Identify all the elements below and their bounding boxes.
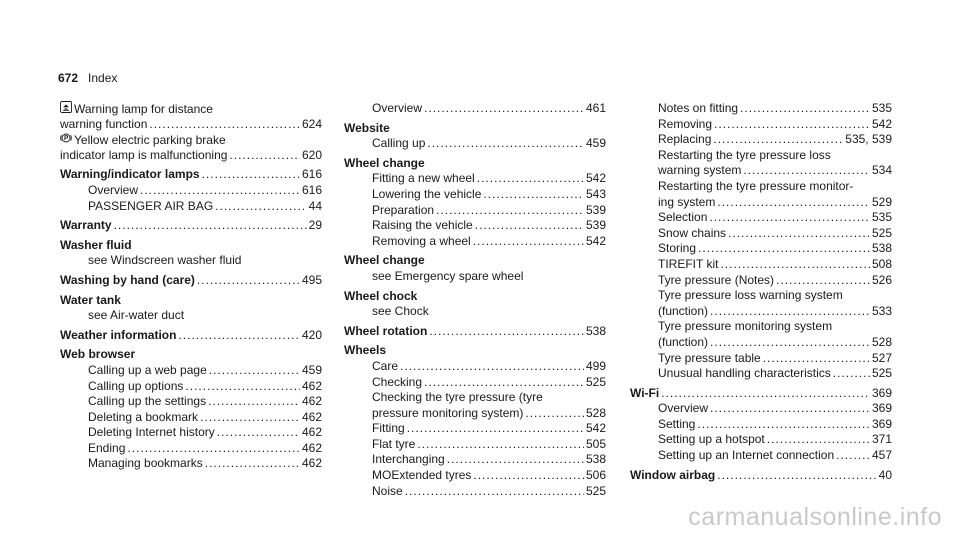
page-ref: 538 <box>871 241 892 256</box>
index-entry <box>344 375 606 391</box>
entry-text: Tyre pressure table <box>658 350 761 365</box>
entry-text: see Air-water duct <box>88 308 185 323</box>
dot-leader <box>407 421 584 437</box>
page-ref: 462 <box>301 378 322 393</box>
dot-leader <box>709 210 870 226</box>
index-entry <box>344 187 606 203</box>
page-ref: 525 <box>871 225 892 240</box>
dot-leader <box>178 328 300 344</box>
page-ref: 495 <box>301 272 322 287</box>
page-ref: 40 <box>878 467 892 482</box>
index-entry <box>60 363 322 379</box>
index-entry <box>344 452 606 468</box>
entry-text: Yellow electric parking brake <box>74 133 226 148</box>
entry-text: Managing bookmarks <box>88 456 203 471</box>
page-ref: 505 <box>585 436 606 451</box>
dot-leader <box>424 375 584 391</box>
dot-leader <box>475 218 584 234</box>
dot-leader <box>836 448 870 464</box>
page-ref: 533 <box>871 303 892 318</box>
page-ref: 462 <box>301 409 322 424</box>
dot-leader <box>429 324 584 340</box>
dot-leader <box>114 218 307 234</box>
index-entry <box>630 101 892 117</box>
dot-leader <box>714 117 870 133</box>
dot-leader <box>229 148 300 164</box>
page-ref: 525 <box>871 366 892 381</box>
page-ref: 616 <box>301 182 322 197</box>
entry-text: Restarting the tyre pressure loss <box>658 147 831 162</box>
dot-leader <box>473 234 584 250</box>
index-entry <box>630 273 892 289</box>
index-heading <box>344 343 606 359</box>
index-entry <box>344 136 606 152</box>
page-ref: 369 <box>871 401 892 416</box>
page-ref: 29 <box>308 218 322 233</box>
page-ref: 542 <box>871 116 892 131</box>
entry-text: Replacing <box>658 132 712 147</box>
dot-leader <box>205 456 300 472</box>
index-column-3 <box>630 101 892 483</box>
dot-leader <box>424 101 584 117</box>
index-entry <box>630 366 892 382</box>
entry-text: Tyre pressure monitoring system <box>658 319 833 334</box>
page-ref: 508 <box>871 256 892 271</box>
entry-text: Calling up options <box>88 378 184 393</box>
dot-leader <box>127 441 300 457</box>
index-entry <box>344 437 606 453</box>
entry-text: Selection <box>658 210 708 225</box>
page-ref: 462 <box>301 440 322 455</box>
entry-text: Removing a wheel <box>372 233 471 248</box>
entry-text: Ending <box>88 440 126 455</box>
entry-text: Raising the vehicle <box>372 218 473 233</box>
entry-text: Notes on fitting <box>658 101 739 115</box>
index-entry <box>630 401 892 417</box>
index-entry <box>60 132 322 148</box>
page-ref: 462 <box>301 456 322 471</box>
index-entry <box>630 195 892 211</box>
index-entry <box>60 456 322 472</box>
entry-text: Window airbag <box>630 467 716 482</box>
dot-leader <box>661 386 870 402</box>
dot-leader <box>209 363 300 379</box>
index-entry <box>630 148 892 164</box>
dot-leader <box>202 167 300 183</box>
entry-text: Warning lamp for distance <box>74 102 213 116</box>
entry-text: Tyre pressure (Notes) <box>658 272 775 287</box>
entry-text: Overview <box>88 182 139 197</box>
dot-leader <box>763 351 870 367</box>
entry-text: TIREFIT kit <box>658 256 719 271</box>
page-ref: 457 <box>871 448 892 463</box>
entry-text: Warranty <box>60 218 112 233</box>
entry-text: Tyre pressure loss warning system <box>658 288 843 303</box>
entry-text: Calling up a web page <box>88 362 207 377</box>
entry-text: Preparation <box>372 202 435 217</box>
entry-text: warning function <box>60 116 148 131</box>
entry-text: see Chock <box>372 304 429 319</box>
dot-leader <box>473 468 584 484</box>
dot-leader <box>400 359 584 375</box>
index-entry <box>60 101 322 117</box>
index-heading <box>344 121 606 137</box>
page-ref: 462 <box>301 425 322 440</box>
entry-text: Deleting a bookmark <box>88 409 199 424</box>
entry-text: warning system <box>658 163 742 178</box>
index-entry <box>630 257 892 273</box>
entry-text: Calling up the settings <box>88 394 207 409</box>
dot-leader <box>217 425 300 441</box>
index-heading <box>344 156 606 172</box>
index-heading <box>60 218 322 234</box>
index-entry <box>630 179 892 195</box>
index-entry <box>344 304 606 320</box>
page-ref: 459 <box>585 136 606 151</box>
entry-text: Wheel change <box>344 155 425 170</box>
dot-leader <box>698 241 870 257</box>
dot-leader <box>483 187 584 203</box>
page-ref: 528 <box>871 334 892 349</box>
index-heading <box>60 273 322 289</box>
dot-leader <box>697 417 870 433</box>
entry-text: Water tank <box>60 292 121 307</box>
index-heading <box>60 347 322 363</box>
index-entry <box>344 390 606 406</box>
page-ref: 525 <box>585 374 606 389</box>
index-heading <box>344 324 606 340</box>
index-entry <box>60 441 322 457</box>
dot-leader <box>215 199 306 215</box>
page-ref: 528 <box>585 405 606 420</box>
dot-leader <box>717 468 876 484</box>
index-entry <box>60 183 322 199</box>
page-ref: 542 <box>585 233 606 248</box>
entry-text: Wheel chock <box>344 288 418 303</box>
dot-leader <box>436 203 584 219</box>
index-entry <box>60 117 322 133</box>
page-ref: 506 <box>585 468 606 483</box>
entry-text: Wheel rotation <box>344 323 428 338</box>
page-ref: 624 <box>301 116 322 131</box>
index-entry <box>630 226 892 242</box>
page-ref: 535 <box>871 210 892 225</box>
index-entry <box>344 171 606 187</box>
dot-leader <box>140 183 300 199</box>
entry-text: Wheel change <box>344 253 425 268</box>
entry-text: see Emergency spare wheel <box>372 268 524 283</box>
dot-leader <box>200 410 300 426</box>
dot-leader <box>728 226 870 242</box>
index-entry <box>630 351 892 367</box>
page-ref: 539 <box>585 202 606 217</box>
index-entry <box>630 288 892 304</box>
page-ref: 543 <box>585 186 606 201</box>
index-entry <box>630 417 892 433</box>
index-entry <box>344 101 606 117</box>
dot-leader <box>417 437 584 453</box>
entry-text: Care <box>372 358 399 373</box>
page-ref: 539 <box>585 218 606 233</box>
page-ref: 44 <box>308 198 322 213</box>
page-ref: 369 <box>871 416 892 431</box>
entry-text: Lowering the vehicle <box>372 186 482 201</box>
page-header <box>58 71 117 85</box>
dot-leader <box>740 101 870 117</box>
entry-text: Washer fluid <box>60 237 132 252</box>
distance-warning-icon <box>60 101 72 113</box>
dot-leader <box>717 195 870 211</box>
index-entry <box>344 468 606 484</box>
page-ref: 535, 539 <box>845 132 892 147</box>
index-entry <box>60 394 322 410</box>
page-ref: 535 <box>871 101 892 115</box>
index-heading <box>60 328 322 344</box>
dot-leader <box>710 401 870 417</box>
index-column-1 <box>60 101 322 472</box>
page-ref: 499 <box>585 358 606 373</box>
entry-text: Checking the tyre pressure (tyre <box>372 390 543 405</box>
dot-leader <box>185 379 300 395</box>
page-ref: 529 <box>871 194 892 209</box>
entry-text: Flat tyre <box>372 436 416 451</box>
entry-text: Restarting the tyre pressure monitor- <box>658 178 854 193</box>
entry-text: (function) <box>658 334 709 349</box>
index-entry <box>344 203 606 219</box>
section-title: Index <box>88 71 118 85</box>
index-heading <box>344 253 606 269</box>
entry-text: Unusual handling characteristics <box>658 366 831 381</box>
dot-leader <box>447 452 584 468</box>
index-entry <box>344 421 606 437</box>
index-heading <box>630 468 892 484</box>
entry-text: Removing <box>658 116 713 131</box>
index-entry <box>344 484 606 500</box>
index-heading <box>630 386 892 402</box>
index-entry <box>630 335 892 351</box>
index-entry <box>630 210 892 226</box>
page-ref: 526 <box>871 272 892 287</box>
index-entry <box>60 253 322 269</box>
dot-leader <box>767 432 870 448</box>
page-ref: 534 <box>871 163 892 178</box>
index-entry <box>344 234 606 250</box>
index-entry <box>630 241 892 257</box>
index-entry <box>344 218 606 234</box>
page-ref: 420 <box>301 327 322 342</box>
dot-leader <box>405 484 584 500</box>
page-ref: 461 <box>585 101 606 115</box>
index-entry <box>630 448 892 464</box>
dot-leader <box>525 406 584 422</box>
entry-text: Calling up <box>372 136 426 151</box>
index-heading <box>60 167 322 183</box>
page-ref: 369 <box>871 385 892 400</box>
index-entry <box>630 432 892 448</box>
index-entry <box>344 269 606 285</box>
dot-leader <box>710 335 870 351</box>
entry-text: see Windscreen washer fluid <box>88 253 242 268</box>
entry-text: Fitting a new wheel <box>372 171 475 186</box>
entry-text: Deleting Internet history <box>88 425 215 440</box>
page-ref: 542 <box>585 421 606 436</box>
entry-text: Snow chains <box>658 225 727 240</box>
index-entry <box>630 117 892 133</box>
entry-text: Setting <box>658 416 696 431</box>
index-entry <box>630 163 892 179</box>
page-ref: 371 <box>871 432 892 447</box>
page-ref: 462 <box>301 394 322 409</box>
index-entry <box>630 132 892 148</box>
index-entry <box>630 319 892 335</box>
entry-text: MOExtended tyres <box>372 468 472 483</box>
dot-leader <box>197 273 300 289</box>
page-ref: 620 <box>301 147 322 162</box>
index-heading <box>60 293 322 309</box>
index-entry <box>344 406 606 422</box>
page-ref: 459 <box>301 362 322 377</box>
entry-text: Website <box>344 120 390 135</box>
entry-text: (function) <box>658 303 709 318</box>
dot-leader <box>427 136 584 152</box>
page-ref: 616 <box>301 167 322 182</box>
watermark: carmanualsonline.info <box>688 503 942 531</box>
page-ref: 538 <box>585 452 606 467</box>
entry-text: Setting up an Internet connection <box>658 448 835 463</box>
entry-text: Interchanging <box>372 452 445 467</box>
entry-text: Warning/indicator lamps <box>60 167 200 182</box>
index-entry <box>60 410 322 426</box>
entry-text: Storing <box>658 241 697 256</box>
page-ref: 538 <box>585 323 606 338</box>
entry-text: Setting up a hotspot <box>658 432 765 447</box>
index-heading <box>60 238 322 254</box>
page-ref: 525 <box>585 483 606 498</box>
page-ref: 542 <box>585 171 606 186</box>
dot-leader <box>477 171 584 187</box>
entry-text: Checking <box>372 374 423 389</box>
parking-brake-icon <box>60 132 72 144</box>
index-entry <box>60 199 322 215</box>
dot-leader <box>713 132 843 148</box>
entry-text: Overview <box>658 401 709 416</box>
entry-text: indicator lamp is malfunctioning <box>60 147 228 162</box>
entry-text: ing system <box>658 194 716 209</box>
index-entry <box>60 148 322 164</box>
entry-text: Noise <box>372 483 403 498</box>
entry-text: Wi-Fi <box>630 385 660 400</box>
entry-text: PASSENGER AIR BAG <box>88 198 214 213</box>
dot-leader <box>720 257 870 273</box>
entry-text: pressure monitoring system) <box>372 405 524 420</box>
entry-text: Washing by hand (care) <box>60 272 195 287</box>
entry-text: Weather information <box>60 327 177 342</box>
dot-leader <box>208 394 300 410</box>
index-entry <box>60 308 322 324</box>
dot-leader <box>710 304 870 320</box>
dot-leader <box>743 163 870 179</box>
page-number: 672 <box>58 71 79 85</box>
entry-text: Overview <box>372 101 423 115</box>
index-column-2 <box>344 101 606 499</box>
index-entry <box>630 304 892 320</box>
index-heading <box>344 289 606 305</box>
entry-text: Fitting <box>372 421 405 436</box>
dot-leader <box>149 117 300 133</box>
index-entry <box>344 359 606 375</box>
entry-text: Web browser <box>60 347 136 362</box>
dot-leader <box>776 273 870 289</box>
index-entry <box>60 379 322 395</box>
page-ref: 527 <box>871 350 892 365</box>
dot-leader <box>833 366 870 382</box>
entry-text: Wheels <box>344 343 387 358</box>
index-entry <box>60 425 322 441</box>
